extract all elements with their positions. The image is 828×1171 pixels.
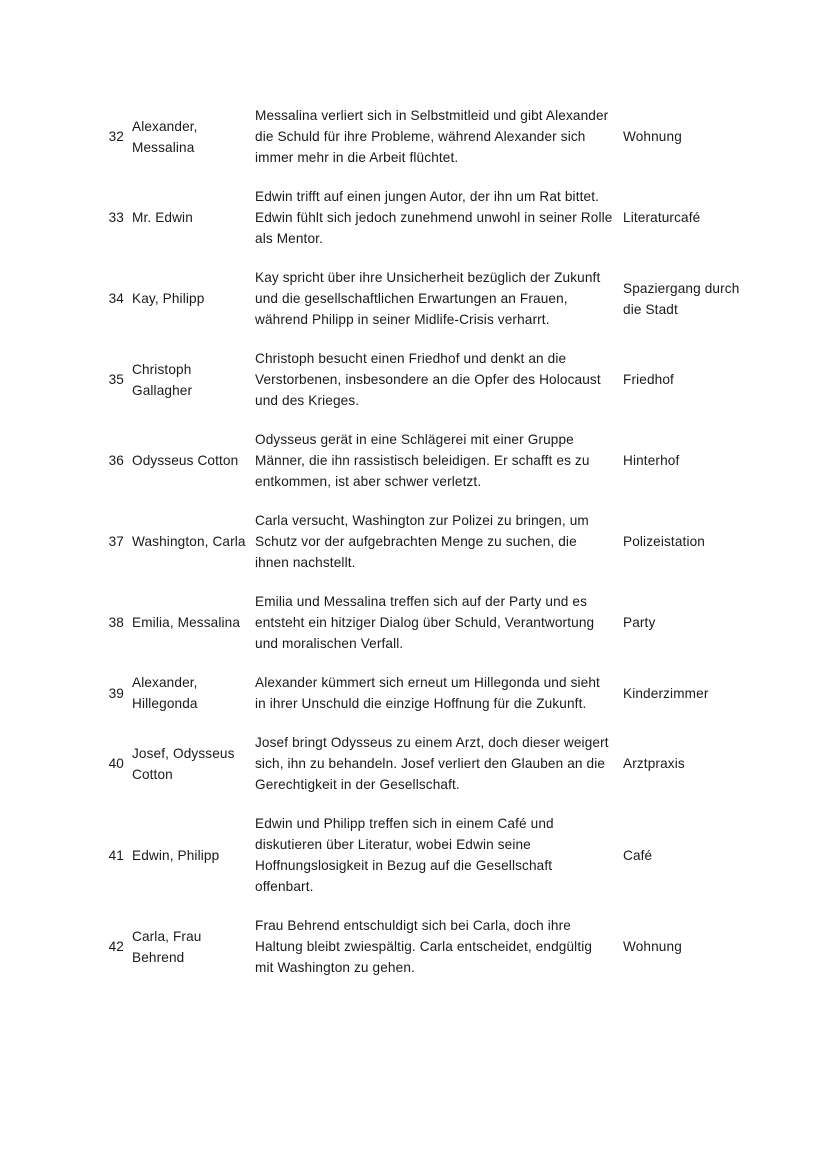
scene-location-cell: Party	[623, 615, 656, 630]
scene-character-cell: Christoph Gallagher	[132, 361, 193, 398]
scene-location-cell: Kinderzimmer	[623, 685, 709, 701]
scene-character-cell: Carla, Frau Behrend	[132, 928, 202, 965]
table-row	[96, 663, 754, 723]
scene-location-cell: Arztpraxis	[623, 756, 685, 771]
table-row	[96, 906, 754, 987]
scene-index-cell: 36	[108, 453, 124, 468]
scene-character-cell: Alexander, Hillegonda	[132, 675, 198, 711]
scene-index-cell: 41	[108, 847, 124, 863]
table-row	[96, 420, 754, 501]
table-row	[96, 804, 754, 906]
scene-description-cell: Odysseus gerät in eine Schlägerei mit einer Gruppe Männer, die ihn rassistisch beleidigen. Er schafft es zu entkommen, ist aber schwer verletzt.	[255, 432, 590, 489]
scene-index-cell: 33	[108, 210, 124, 225]
scene-location-cell: Friedhof	[623, 372, 674, 387]
scene-character-cell: Washington, Carla	[132, 534, 246, 549]
scene-description-cell: Christoph besucht einen Friedhof und denkt an die Verstorbenen, insbesondere an die Opfer des Holocaust und des Krieges.	[255, 351, 601, 408]
table-row	[96, 723, 754, 804]
scene-description-cell: Frau Behrend entschuldigt sich bei Carla, doch ihre Haltung bleibt zwiespältig. Carla entscheidet, endgültig mit Washington zu gehen.	[255, 918, 593, 975]
table-row	[96, 339, 754, 420]
scene-location-cell: Wohnung	[623, 129, 682, 144]
table-row	[96, 96, 754, 177]
scene-description-cell: Alexander kümmert sich erneut um Hillegonda und sieht in ihrer Unschuld die einzige Hoffnung für die Zukunft.	[255, 675, 600, 711]
scene-index-cell: 32	[108, 129, 124, 144]
table-row	[96, 501, 754, 582]
scene-index-cell: 42	[108, 939, 124, 954]
scene-character-cell: Josef, Odysseus Cotton	[132, 745, 235, 782]
scene-character-cell: Emilia, Messalina	[132, 615, 241, 630]
scene-location-cell: Literaturcafé	[623, 210, 701, 225]
scene-index-cell: 37	[108, 534, 124, 549]
scene-location-cell: Hinterhof	[623, 453, 680, 468]
scene-description-cell: Emilia und Messalina treffen sich auf der Party und es entsteht ein hitziger Dialog über Schuld, Verantwortung und moralischen Verfall.	[255, 594, 595, 651]
scene-index-cell: 39	[108, 685, 124, 701]
scene-location-cell: Polizeistation	[623, 534, 705, 549]
scene-character-cell: Alexander, Messalina	[132, 118, 198, 155]
scene-description-cell: Edwin trifft auf einen jungen Autor, der ihn um Rat bittet. Edwin fühlt sich jedoch zunehmend unwohl in seiner Rolle als Mentor.	[255, 189, 613, 246]
scene-description-cell: Carla versucht, Washington zur Polizei zu bringen, um Schutz vor der aufgebrachten Menge zu suchen, die ihnen nachstellt.	[255, 513, 589, 570]
scene-description-cell: Edwin und Philipp treffen sich in einem Café und diskutieren über Literatur, wobei Edwin seine Hoffnungslosigkeit in Bezug auf die Gesellschaft offenbart.	[255, 816, 554, 894]
scene-character-cell: Kay, Philipp	[132, 291, 205, 306]
table-body	[96, 96, 754, 987]
scene-index-cell: 35	[108, 372, 124, 387]
scene-location-cell: Café	[623, 847, 653, 863]
table-row	[96, 177, 754, 258]
scene-location-cell: Wohnung	[623, 939, 682, 954]
scene-index-cell: 38	[108, 615, 124, 630]
table-row	[96, 582, 754, 663]
table-row	[96, 258, 754, 339]
scene-character-cell: Odysseus Cotton	[132, 453, 239, 468]
scene-breakdown-table	[96, 96, 754, 987]
scene-index-cell: 40	[108, 756, 124, 771]
scene-location-cell: Spaziergang durch die Stadt	[623, 280, 740, 317]
scene-description-cell: Kay spricht über ihre Unsicherheit bezüglich der Zukunft und die gesellschaftlichen Erwartungen an Frauen, während Philipp in seiner Midlife-Crisis verharrt.	[255, 270, 601, 327]
scene-character-cell: Edwin, Philipp	[132, 847, 220, 863]
scene-index-cell: 34	[108, 291, 124, 306]
scene-description-cell: Josef bringt Odysseus zu einem Arzt, doch dieser weigert sich, ihn zu behandeln. Josef verliert den Glauben an die Gerechtigkeit in der Gesellschaft.	[255, 735, 609, 792]
scene-description-cell: Messalina verliert sich in Selbstmitleid und gibt Alexander die Schuld für ihre Probleme, während Alexander sich immer mehr in die Arbeit flüchtet.	[255, 108, 609, 165]
scene-character-cell: Mr. Edwin	[132, 210, 193, 225]
